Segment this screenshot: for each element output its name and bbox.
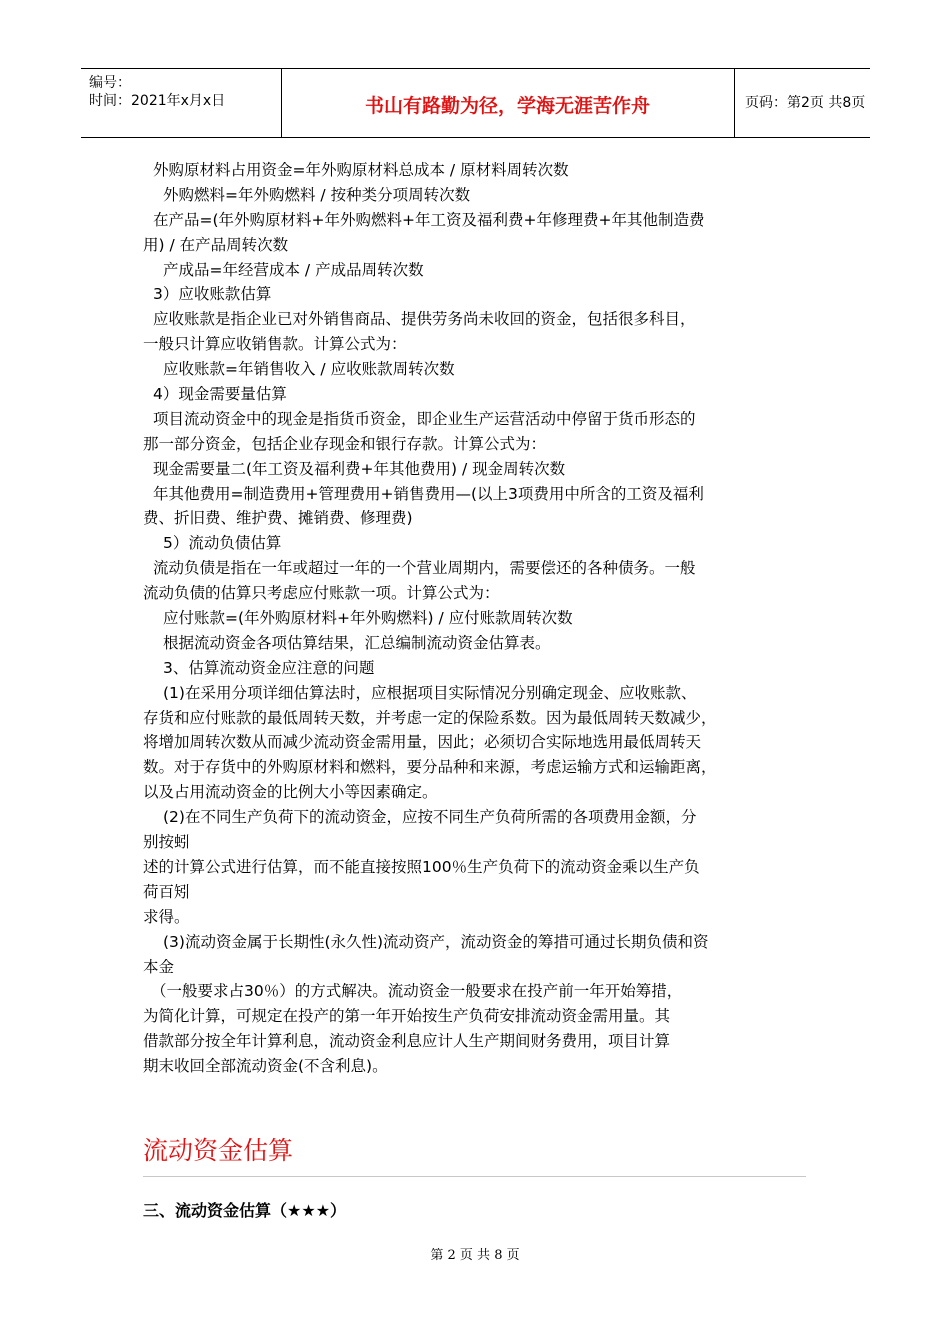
document-number-label: 编号： bbox=[89, 75, 131, 91]
text-line: (1)在采用分项详细估算法时，应根据项目实际情况分别确定现金、应收账款、 bbox=[163, 683, 697, 702]
section-divider bbox=[143, 1176, 806, 1177]
text-line: 项目流动资金中的现金是指货币资金，即企业生产运营活动中停留于货币形态的 bbox=[153, 409, 696, 428]
text-line: 3）应收账款估算 bbox=[153, 285, 272, 304]
text-line: 借款部分按全年计算利息，流动资金利息应计人生产期间财务费用，项目计算 bbox=[143, 1032, 671, 1051]
text-line: 以及占用流动资金的比例大小等因素确定。 bbox=[143, 783, 438, 802]
text-line: 本金 bbox=[143, 957, 175, 976]
text-line: 根据流动资金各项估算结果，汇总编制流动资金估算表。 bbox=[163, 633, 551, 652]
text-line: 外购燃料=年外购燃料 / 按种类分项周转次数 bbox=[163, 185, 471, 204]
text-line: 数。对于存货中的外购原材料和燃料，要分品种和来源，考虑运输方式和运输距离， bbox=[143, 758, 717, 777]
text-line: 那一部分资金，包括企业存现金和银行存款。计算公式为： bbox=[143, 434, 547, 453]
text-line: 流动负债的估算只考虑应付账款一项。计算公式为： bbox=[143, 584, 500, 603]
text-line: 应收账款=年销售收入 / 应收账款周转次数 bbox=[163, 360, 455, 379]
text-line: 期末收回全部流动资金(不含利息)。 bbox=[143, 1057, 388, 1076]
text-line: 4）现金需要量估算 bbox=[153, 385, 287, 404]
text-line: 产成品=年经营成本 / 产成品周转次数 bbox=[163, 260, 424, 279]
text-line: 别按蚓 bbox=[143, 833, 190, 852]
text-line: 荷百矧 bbox=[143, 882, 190, 901]
text-line: 5）流动负债估算 bbox=[163, 534, 282, 553]
text-line: 3、估算流动资金应注意的问题 bbox=[163, 658, 375, 677]
text-line: 述的计算公式进行估算，而不能直接按照100％生产负荷下的流动资金乘以生产负 bbox=[143, 857, 700, 876]
page-footer: 第 2 页 共 8 页 bbox=[430, 1248, 520, 1263]
text-line: 应收账款是指企业已对外销售商品、提供劳务尚未收回的资金，包括很多科目， bbox=[153, 310, 696, 329]
text-line: 在产品=(年外购原材料+年外购燃料+年工资及福利费+年修理费+年其他制造费 bbox=[153, 210, 705, 229]
text-line: 为简化计算，可规定在投产的第一年开始按生产负荷安排流动资金需用量。其 bbox=[143, 1007, 671, 1026]
text-line: 现金需要量二(年工资及福利费+年其他费用) / 现金周转次数 bbox=[153, 459, 566, 478]
header-middle-cell bbox=[281, 69, 735, 137]
page-header bbox=[81, 68, 870, 138]
text-line: (3)流动资金属于长期性(永久性)流动资产，流动资金的筹措可通过长期负债和资 bbox=[163, 932, 709, 951]
text-line: 一般只计算应收销售款。计算公式为： bbox=[143, 335, 407, 354]
text-line: 求得。 bbox=[143, 907, 190, 926]
date-label: 时间：2021年x月x日 bbox=[89, 93, 226, 109]
text-line: 费、折旧费、维护费、摊销费、修理费) bbox=[143, 509, 413, 528]
text-line: 年其他费用=制造费用+管理费用+销售费用—(以上3项费用中所含的工资及福利 bbox=[153, 484, 704, 503]
text-line: (2)在不同生产负荷下的流动资金，应按不同生产负荷所需的各项费用金额，分 bbox=[163, 808, 697, 827]
text-line: 外购原材料占用资金=年外购原材料总成本 / 原材料周转次数 bbox=[153, 161, 569, 179]
text-line: 流动负债是指在一年或超过一年的一个营业周期内，需要偿还的各种债务。一般 bbox=[153, 559, 696, 578]
text-line: 将增加周转次数从而减少流动资金需用量，因此；必须切合实际地选用最低周转天 bbox=[143, 733, 702, 752]
text-line: （一般要求占30％）的方式解决。流动资金一般要求在投产前一年开始筹措， bbox=[151, 982, 683, 1001]
text-line: 存货和应付账款的最低周转天数，并考虑一定的保险系数。因为最低周转天数减少， bbox=[143, 708, 717, 727]
section-title: 流动资金估算 bbox=[143, 1136, 294, 1165]
page-info: 页码：第2页 共8页 bbox=[745, 95, 866, 111]
subheading: 三、流动资金估算（★★★） bbox=[143, 1201, 347, 1220]
header-motto: 书山有路勤为径，学海无涯苦作舟 bbox=[364, 95, 650, 117]
text-line: 应付账款=(年外购原材料+年外购燃料) / 应付账款周转次数 bbox=[163, 609, 573, 628]
text-line: 用) / 在产品周转次数 bbox=[143, 235, 289, 254]
body-text bbox=[143, 158, 813, 1079]
header-left-cell bbox=[81, 69, 282, 137]
header-right-cell bbox=[735, 69, 870, 137]
